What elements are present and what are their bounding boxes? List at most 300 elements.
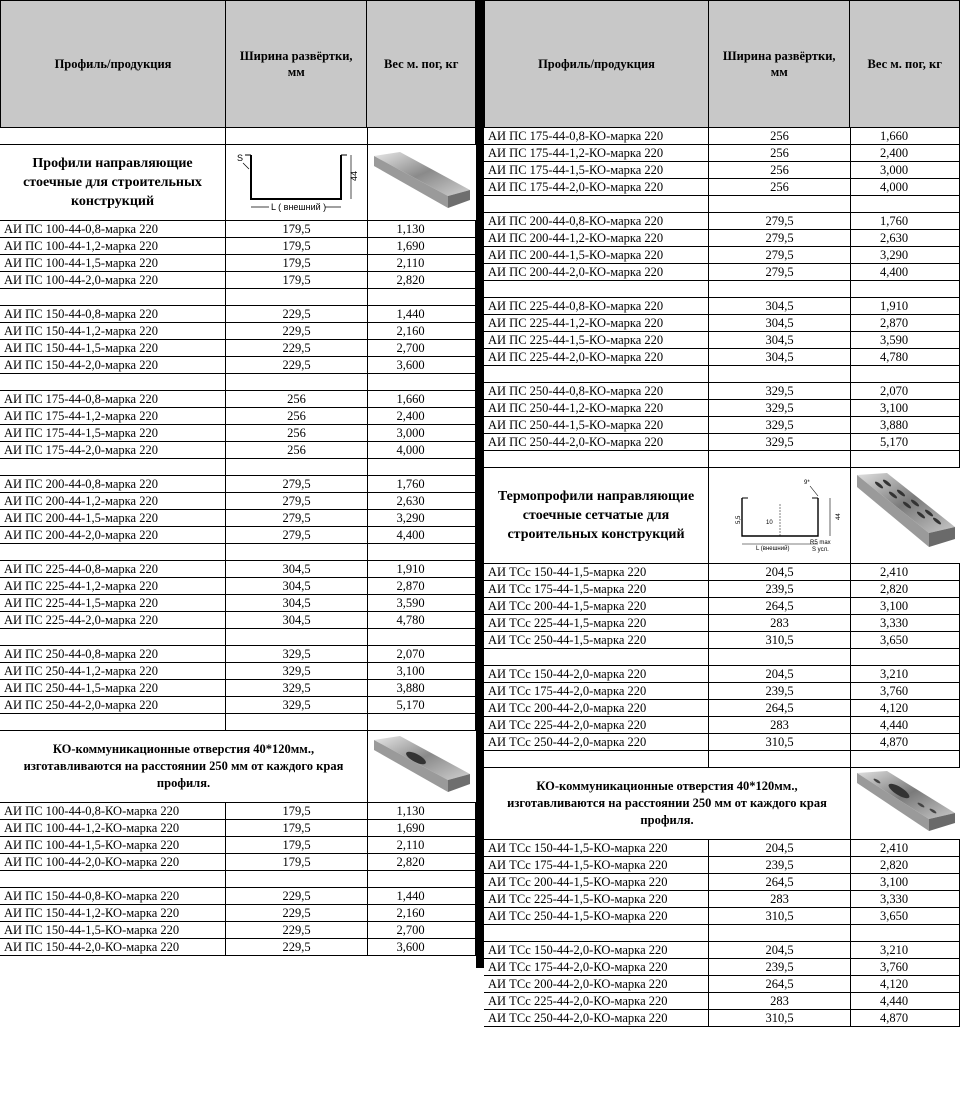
width-cell: 239,5 [709,581,851,597]
product-name-cell: АИ ТСс 250-44-2,0-КО-марка 220 [484,1010,709,1026]
width-cell: 329,5 [709,400,851,416]
weight-cell: 3,600 [368,939,476,955]
width-cell: 256 [226,391,368,407]
width-cell: 264,5 [709,874,851,890]
product-name-cell: АИ ПС 100-44-2,0-КО-марка 220 [0,854,226,870]
product-name-cell: АИ ПС 175-44-2,0-марка 220 [0,442,226,458]
table-header [0,0,476,128]
width-cell: 239,5 [709,683,851,699]
product-name-cell: АИ ПС 250-44-0,8-марка 220 [0,646,226,662]
weight-cell: 4,440 [851,717,960,733]
weight-cell: 3,880 [851,417,960,433]
product-name-cell: АИ ПС 200-44-1,5-марка 220 [0,510,226,526]
table-row [484,349,960,366]
table-row [0,595,476,612]
thermo-profile-photo-ko [851,768,960,839]
weight-cell: 4,440 [851,993,960,1009]
weight-cell: 3,000 [851,162,960,178]
width-cell: 329,5 [226,646,368,662]
width-cell: 310,5 [709,1010,851,1026]
width-cell: 304,5 [709,298,851,314]
drawing-label-l: L (внешний) [755,545,789,552]
table-row [0,837,476,854]
product-name-cell: АИ ПС 175-44-2,0-КО-марка 220 [484,179,709,195]
product-name-cell: АИ ПС 150-44-2,0-КО-марка 220 [0,939,226,955]
product-name-cell: АИ ПС 150-44-1,2-КО-марка 220 [0,905,226,921]
weight-cell: 1,760 [368,476,476,492]
weight-cell: 2,820 [368,272,476,288]
weight-cell: 1,760 [851,213,960,229]
header-product: Профиль/продукция [1,1,226,127]
product-name-cell: АИ ТСс 225-44-2,0-КО-марка 220 [484,993,709,1009]
table-row [0,357,476,374]
drawing-label-44: 44 [348,170,359,181]
weight-cell: 4,120 [851,976,960,992]
table-row [0,238,476,255]
drawing-label-10: 10 [765,519,773,526]
table-row [0,646,476,663]
product-name-cell: АИ ПС 200-44-0,8-КО-марка 220 [484,213,709,229]
weight-cell: 1,130 [368,803,476,819]
table-row [484,264,960,281]
width-cell: 204,5 [709,564,851,580]
product-name-cell: АИ ПС 200-44-1,2-КО-марка 220 [484,230,709,246]
width-cell: 256 [226,408,368,424]
weight-cell: 3,880 [368,680,476,696]
product-name-cell: АИ ПС 250-44-1,5-КО-марка 220 [484,417,709,433]
weight-cell: 2,410 [851,564,960,580]
table-row [0,340,476,357]
product-name-cell: АИ ПС 250-44-2,0-марка 220 [0,697,226,713]
width-cell: 279,5 [226,493,368,509]
weight-cell: 2,400 [851,145,960,161]
profile-photo [368,145,476,220]
product-name-cell: АИ ТСс 200-44-2,0-марка 220 [484,700,709,716]
weight-cell: 2,110 [368,255,476,271]
width-cell: 229,5 [226,323,368,339]
product-name-cell: АИ ТСс 225-44-1,5-марка 220 [484,615,709,631]
product-name-cell: АИ ПС 100-44-1,5-КО-марка 220 [0,837,226,853]
section-ko-openings [0,731,476,803]
product-name-cell: АИ ПС 200-44-1,5-КО-марка 220 [484,247,709,263]
weight-cell: 2,700 [368,340,476,356]
section-ko-openings-thermo [484,768,960,840]
width-cell: 329,5 [226,680,368,696]
table-row [0,697,476,714]
weight-cell: 2,700 [368,922,476,938]
width-cell: 310,5 [709,734,851,750]
product-name-cell: АИ ПС 200-44-0,8-марка 220 [0,476,226,492]
table-row [484,734,960,751]
width-cell: 256 [709,128,851,144]
weight-cell: 3,210 [851,666,960,682]
weight-cell: 3,000 [368,425,476,441]
width-cell: 283 [709,891,851,907]
product-name-cell: АИ ТСс 200-44-1,5-КО-марка 220 [484,874,709,890]
weight-cell: 3,590 [851,332,960,348]
drawing-label-44: 44 [835,512,842,520]
table-row [0,888,476,905]
table-row [484,145,960,162]
weight-cell: 2,400 [368,408,476,424]
width-cell: 179,5 [226,255,368,271]
profile-photo-ko [368,731,476,802]
width-cell: 204,5 [709,840,851,856]
width-cell: 304,5 [226,595,368,611]
weight-cell: 1,130 [368,221,476,237]
drawing-label-r5: R5 max [809,539,831,546]
table-row [0,663,476,680]
table-row [484,247,960,264]
weight-cell: 3,100 [851,874,960,890]
product-name-cell: АИ ПС 250-44-2,0-КО-марка 220 [484,434,709,450]
product-name-cell: АИ ПС 250-44-1,2-марка 220 [0,663,226,679]
weight-cell: 3,590 [368,595,476,611]
table-row [484,230,960,247]
width-cell: 239,5 [709,857,851,873]
weight-cell: 2,070 [368,646,476,662]
product-name-cell: АИ ПС 225-44-1,2-марка 220 [0,578,226,594]
width-cell: 329,5 [709,383,851,399]
weight-cell: 4,120 [851,700,960,716]
product-name-cell: АИ ПС 225-44-0,8-КО-марка 220 [484,298,709,314]
weight-cell: 2,160 [368,323,476,339]
width-cell: 304,5 [226,578,368,594]
table-header [484,0,960,128]
section-thermo-profiles [484,468,960,564]
product-name-cell: АИ ПС 225-44-1,2-КО-марка 220 [484,315,709,331]
width-cell: 283 [709,993,851,1009]
product-name-cell: АИ ТСс 175-44-1,5-КО-марка 220 [484,857,709,873]
table-row [484,383,960,400]
width-cell: 279,5 [226,476,368,492]
weight-cell: 4,000 [368,442,476,458]
product-name-cell: АИ ТСс 175-44-2,0-КО-марка 220 [484,959,709,975]
header-weight: Вес м. пог, кг [867,57,942,71]
width-cell: 179,5 [226,238,368,254]
weight-cell: 2,410 [851,840,960,856]
product-name-cell: АИ ПС 100-44-0,8-марка 220 [0,221,226,237]
width-cell: 304,5 [226,612,368,628]
product-name-cell: АИ ТСс 250-44-2,0-марка 220 [484,734,709,750]
table-row [484,857,960,874]
table-row [0,820,476,837]
table-row [484,683,960,700]
table-row [484,874,960,891]
table-row [0,854,476,871]
product-name-cell: АИ ПС 175-44-0,8-КО-марка 220 [484,128,709,144]
table-row [0,442,476,459]
width-cell: 279,5 [226,527,368,543]
right-table [484,0,960,1027]
left-table [0,0,476,956]
width-cell: 256 [709,179,851,195]
product-name-cell: АИ ТСс 250-44-1,5-КО-марка 220 [484,908,709,924]
table-row [484,666,960,683]
weight-cell: 3,760 [851,959,960,975]
product-name-cell: АИ ТСс 175-44-2,0-марка 220 [484,683,709,699]
product-name-cell: АИ ТСс 150-44-1,5-КО-марка 220 [484,840,709,856]
header-product: Профиль/продукция [485,1,709,127]
table-row [0,391,476,408]
table-row [0,510,476,527]
weight-cell: 3,290 [851,247,960,263]
weight-cell: 1,440 [368,306,476,322]
width-cell: 179,5 [226,221,368,237]
product-name-cell: АИ ПС 175-44-1,5-марка 220 [0,425,226,441]
weight-cell: 3,650 [851,632,960,648]
product-name-cell: АИ ПС 225-44-2,0-КО-марка 220 [484,349,709,365]
section-title: Термопрофили направляющие стоечные сетчатые для строительных конструкций [484,468,709,563]
section-title: КО-коммуникационные отверстия 40*120мм., изготавливаются на расстоянии 250 мм от каждого края профиля. [0,731,368,802]
width-cell: 256 [226,425,368,441]
drawing-label-s: S [236,152,243,163]
table-row [484,993,960,1010]
weight-cell: 3,600 [368,357,476,373]
weight-cell: 4,870 [851,734,960,750]
width-cell: 204,5 [709,666,851,682]
product-name-cell: АИ ПС 150-44-2,0-марка 220 [0,357,226,373]
table-row [484,959,960,976]
table-row [0,803,476,820]
product-name-cell: АИ ПС 200-44-1,2-марка 220 [0,493,226,509]
width-cell: 229,5 [226,905,368,921]
weight-cell: 2,820 [368,854,476,870]
table-row [484,615,960,632]
width-cell: 179,5 [226,820,368,836]
weight-cell: 3,100 [851,400,960,416]
table-row [484,717,960,734]
table-row [484,581,960,598]
table-row [0,221,476,238]
product-name-cell: АИ ТСс 225-44-2,0-марка 220 [484,717,709,733]
product-name-cell: АИ ПС 150-44-1,5-КО-марка 220 [0,922,226,938]
width-cell: 304,5 [226,561,368,577]
weight-cell: 1,660 [368,391,476,407]
table-row [0,306,476,323]
product-name-cell: АИ ТСс 150-44-2,0-КО-марка 220 [484,942,709,958]
column-separator [476,0,484,968]
product-name-cell: АИ ПС 250-44-1,5-марка 220 [0,680,226,696]
product-name-cell: АИ ПС 225-44-1,5-марка 220 [0,595,226,611]
product-name-cell: АИ ТСс 250-44-1,5-марка 220 [484,632,709,648]
table-row [0,578,476,595]
product-name-cell: АИ ТСс 150-44-1,5-марка 220 [484,564,709,580]
width-cell: 283 [709,615,851,631]
section-title: КО-коммуникационные отверстия 40*120мм., изготавливаются на расстоянии 250 мм от каждого края профиля. [484,768,851,839]
weight-cell: 3,330 [851,891,960,907]
width-cell: 329,5 [709,434,851,450]
width-cell: 256 [709,145,851,161]
table-row [0,680,476,697]
table-row [484,942,960,959]
weight-cell: 3,210 [851,942,960,958]
table-row [484,128,960,145]
width-cell: 229,5 [226,306,368,322]
drawing-label-s: S усл. [811,546,829,553]
width-cell: 179,5 [226,854,368,870]
table-row [0,905,476,922]
width-cell: 229,5 [226,340,368,356]
table-row [0,425,476,442]
thermo-profile-photo [851,468,960,563]
product-name-cell: АИ ТСс 225-44-1,5-КО-марка 220 [484,891,709,907]
spacer-row [0,128,476,145]
table-row [484,976,960,993]
profile-drawing [226,145,368,220]
width-cell: 256 [709,162,851,178]
weight-cell: 2,870 [851,315,960,331]
table-row [484,598,960,615]
product-name-cell: АИ ПС 175-44-1,2-КО-марка 220 [484,145,709,161]
product-name-cell: АИ ТСс 150-44-2,0-марка 220 [484,666,709,682]
width-cell: 329,5 [226,697,368,713]
width-cell: 204,5 [709,942,851,958]
drawing-label-l: L ( внешний ) [270,201,326,212]
weight-cell: 4,870 [851,1010,960,1026]
weight-cell: 5,170 [368,697,476,713]
weight-cell: 1,660 [851,128,960,144]
width-cell: 229,5 [226,888,368,904]
weight-cell: 3,650 [851,908,960,924]
table-row [484,298,960,315]
width-cell: 229,5 [226,357,368,373]
weight-cell: 1,690 [368,820,476,836]
weight-cell: 3,100 [851,598,960,614]
table-row [0,612,476,629]
table-row [484,891,960,908]
table-row [484,332,960,349]
table-row [0,527,476,544]
section-guide-profiles [0,145,476,221]
width-cell: 310,5 [709,632,851,648]
weight-cell: 4,780 [851,349,960,365]
table-row [484,417,960,434]
weight-cell: 4,400 [368,527,476,543]
width-cell: 279,5 [709,213,851,229]
product-name-cell: АИ ТСс 175-44-1,5-марка 220 [484,581,709,597]
product-name-cell: АИ ПС 150-44-1,2-марка 220 [0,323,226,339]
width-cell: 279,5 [226,510,368,526]
width-cell: 283 [709,717,851,733]
width-cell: 304,5 [709,332,851,348]
product-name-cell: АИ ПС 175-44-1,2-марка 220 [0,408,226,424]
product-name-cell: АИ ПС 150-44-0,8-марка 220 [0,306,226,322]
table-row [484,840,960,857]
width-cell: 264,5 [709,700,851,716]
width-cell: 264,5 [709,598,851,614]
table-row [484,564,960,581]
product-name-cell: АИ ПС 250-44-0,8-КО-марка 220 [484,383,709,399]
weight-cell: 2,110 [368,837,476,853]
weight-cell: 2,630 [368,493,476,509]
width-cell: 279,5 [709,230,851,246]
weight-cell: 4,400 [851,264,960,280]
product-name-cell: АИ ПС 175-44-1,5-КО-марка 220 [484,162,709,178]
product-name-cell: АИ ПС 100-44-1,2-КО-марка 220 [0,820,226,836]
width-cell: 279,5 [709,247,851,263]
width-cell: 310,5 [709,908,851,924]
header-weight: Вес м. пог, кг [384,57,459,71]
weight-cell: 2,870 [368,578,476,594]
width-cell: 239,5 [709,959,851,975]
product-name-cell: АИ ПС 150-44-1,5-марка 220 [0,340,226,356]
drawing-label-5-5: 5,5 [735,515,742,524]
weight-cell: 1,440 [368,888,476,904]
table-row [0,561,476,578]
table-row [0,255,476,272]
weight-cell: 5,170 [851,434,960,450]
table-row [484,179,960,196]
weight-cell: 2,820 [851,857,960,873]
header-width: Ширина развёртки, мм [709,1,850,127]
width-cell: 179,5 [226,803,368,819]
table-row [0,272,476,289]
table-row [0,939,476,956]
product-name-cell: АИ ПС 150-44-0,8-КО-марка 220 [0,888,226,904]
product-name-cell: АИ ПС 200-44-2,0-КО-марка 220 [484,264,709,280]
weight-cell: 4,000 [851,179,960,195]
table-row [0,408,476,425]
weight-cell: 1,910 [368,561,476,577]
table-row [484,1010,960,1027]
weight-cell: 1,690 [368,238,476,254]
table-row [484,400,960,417]
weight-cell: 2,160 [368,905,476,921]
width-cell: 256 [226,442,368,458]
table-row [484,632,960,649]
table-row [0,476,476,493]
product-name-cell: АИ ПС 100-44-1,2-марка 220 [0,238,226,254]
table-row [484,908,960,925]
width-cell: 264,5 [709,976,851,992]
product-name-cell: АИ ПС 100-44-2,0-марка 220 [0,272,226,288]
product-name-cell: АИ ПС 200-44-2,0-марка 220 [0,527,226,543]
width-cell: 179,5 [226,837,368,853]
header-width: Ширина развёртки, мм [226,1,367,127]
table-row [0,493,476,510]
width-cell: 229,5 [226,922,368,938]
weight-cell: 4,780 [368,612,476,628]
product-name-cell: АИ ПС 225-44-2,0-марка 220 [0,612,226,628]
width-cell: 229,5 [226,939,368,955]
product-name-cell: АИ ПС 175-44-0,8-марка 220 [0,391,226,407]
product-name-cell: АИ ПС 100-44-1,5-марка 220 [0,255,226,271]
weight-cell: 1,910 [851,298,960,314]
weight-cell: 3,330 [851,615,960,631]
table-row [484,315,960,332]
width-cell: 179,5 [226,272,368,288]
product-name-cell: АИ ПС 225-44-0,8-марка 220 [0,561,226,577]
section-title: Профили направляющие стоечные для строительных конструкций [0,145,226,220]
width-cell: 279,5 [709,264,851,280]
table-row [484,700,960,717]
width-cell: 329,5 [226,663,368,679]
weight-cell: 3,100 [368,663,476,679]
table-row [0,323,476,340]
product-name-cell: АИ ТСс 200-44-2,0-КО-марка 220 [484,976,709,992]
weight-cell: 3,760 [851,683,960,699]
table-row [484,162,960,179]
weight-cell: 2,820 [851,581,960,597]
table-row [484,434,960,451]
width-cell: 304,5 [709,315,851,331]
table-row [484,213,960,230]
width-cell: 304,5 [709,349,851,365]
weight-cell: 2,070 [851,383,960,399]
product-name-cell: АИ ТСс 200-44-1,5-марка 220 [484,598,709,614]
product-name-cell: АИ ПС 225-44-1,5-КО-марка 220 [484,332,709,348]
